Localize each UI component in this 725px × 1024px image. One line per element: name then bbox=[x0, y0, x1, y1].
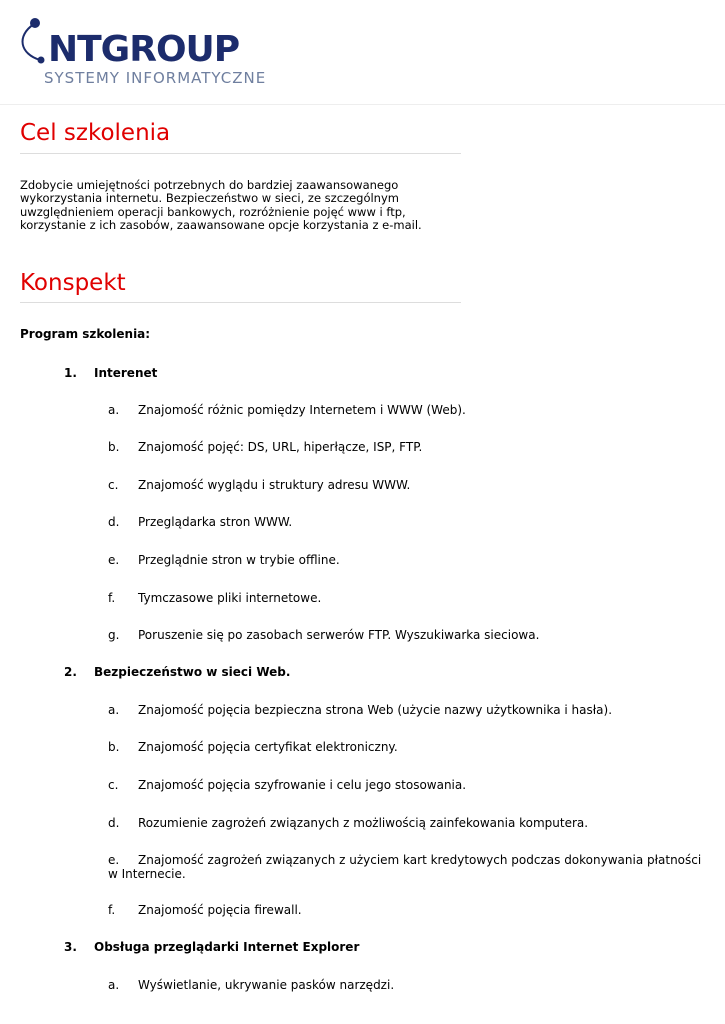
list-item-letter: b. bbox=[108, 440, 120, 454]
outline-section-number: 1. bbox=[64, 366, 77, 380]
list-item-text: Znajomość zagrożeń związanych z użyciem kart kredytowych podczas dokonywania płatności w Internecie. bbox=[108, 853, 702, 881]
list-item bbox=[108, 740, 398, 754]
list-item bbox=[108, 403, 466, 417]
outline-section-number: 2. bbox=[64, 665, 77, 679]
list-item bbox=[108, 591, 321, 605]
list-item-text: Znajomość pojęcia firewall. bbox=[138, 903, 302, 917]
section-divider bbox=[20, 153, 461, 154]
list-item-letter: f. bbox=[108, 903, 116, 917]
section-title-cel: Cel szkolenia bbox=[20, 120, 171, 146]
list-item-text: Poruszenie się po zasobach serwerów FTP. Wyszukiwarka sieciowa. bbox=[138, 628, 540, 642]
list-item-text: Przeglądnie stron w trybie offline. bbox=[138, 553, 340, 567]
list-item bbox=[108, 478, 410, 492]
list-item-letter: d. bbox=[108, 816, 120, 830]
list-item-letter: a. bbox=[108, 403, 120, 417]
list-item-text: Znajomość pojęć: DS, URL, hiperłącze, ISP, FTP. bbox=[138, 440, 423, 454]
list-item-text: Tymczasowe pliki internetowe. bbox=[138, 591, 322, 605]
intro-paragraph: Zdobycie umiejętności potrzebnych do bardziej zaawansowanego wykorzystania internetu. Bezpieczeństwo w sieci, ze szczególnym uwzględnieniem operacji bankowych, rozróżnienie pojęć www i ftp, korzystanie z ich zasobów, zaawansowane opcje korzystania z e-mail. bbox=[20, 178, 422, 232]
outline-section-title: Obsługa przeglądarki Internet Explorer bbox=[94, 940, 360, 954]
list-item bbox=[108, 978, 394, 992]
list-item bbox=[108, 628, 539, 642]
list-item bbox=[108, 816, 588, 830]
list-item-letter: d. bbox=[108, 515, 120, 529]
outline-section-title: Interenet bbox=[94, 366, 158, 380]
list-item-letter: b. bbox=[108, 740, 120, 754]
outline-section bbox=[64, 366, 157, 380]
list-item-letter: a. bbox=[108, 703, 120, 717]
list-item-letter: f. bbox=[108, 591, 116, 605]
company-logo bbox=[14, 14, 304, 92]
list-item bbox=[108, 703, 612, 717]
list-item-text: Przeglądarka stron WWW. bbox=[138, 515, 293, 529]
list-item-text: Rozumienie zagrożeń związanych z możliwością zainfekowania komputera. bbox=[138, 816, 589, 830]
list-item bbox=[108, 853, 714, 881]
list-item-letter: g. bbox=[108, 628, 120, 642]
outline-section-number: 3. bbox=[64, 940, 77, 954]
list-item-text: Znajomość pojęcia certyfikat elektroniczny. bbox=[138, 740, 398, 754]
header-divider bbox=[0, 104, 725, 105]
program-label: Program szkolenia: bbox=[20, 327, 151, 341]
list-item bbox=[108, 553, 340, 567]
list-item-letter: a. bbox=[108, 978, 120, 992]
list-item-text: Znajomość różnic pomiędzy Internetem i WWW (Web). bbox=[138, 403, 466, 417]
section-divider bbox=[20, 302, 461, 303]
list-item-letter: c. bbox=[108, 778, 119, 792]
list-item-text: Znajomość pojęcia szyfrowanie i celu jego stosowania. bbox=[138, 778, 467, 792]
list-item bbox=[108, 778, 466, 792]
list-item bbox=[108, 515, 292, 529]
section-title-konspekt: Konspekt bbox=[20, 270, 126, 296]
list-item-text: Znajomość pojęcia bezpieczna strona Web (użycie nazwy użytkownika i hasła). bbox=[138, 703, 613, 717]
list-item bbox=[108, 440, 422, 454]
outline-section bbox=[64, 665, 290, 679]
logo-tagline: SYSTEMY INFORMATYCZNE bbox=[44, 69, 267, 87]
list-item-text: Znajomość wyglądu i struktury adresu WWW. bbox=[138, 478, 411, 492]
outline-section-title: Bezpieczeństwo w sieci Web. bbox=[94, 665, 291, 679]
outline-section bbox=[64, 940, 359, 954]
list-item-letter: c. bbox=[108, 478, 119, 492]
list-item bbox=[108, 903, 302, 917]
list-item-text: Wyświetlanie, ukrywanie pasków narzędzi. bbox=[138, 978, 395, 992]
list-item-letter: e. bbox=[108, 853, 120, 867]
logo-wordmark: NTGROUP bbox=[48, 29, 240, 70]
list-item-letter: e. bbox=[108, 553, 120, 567]
